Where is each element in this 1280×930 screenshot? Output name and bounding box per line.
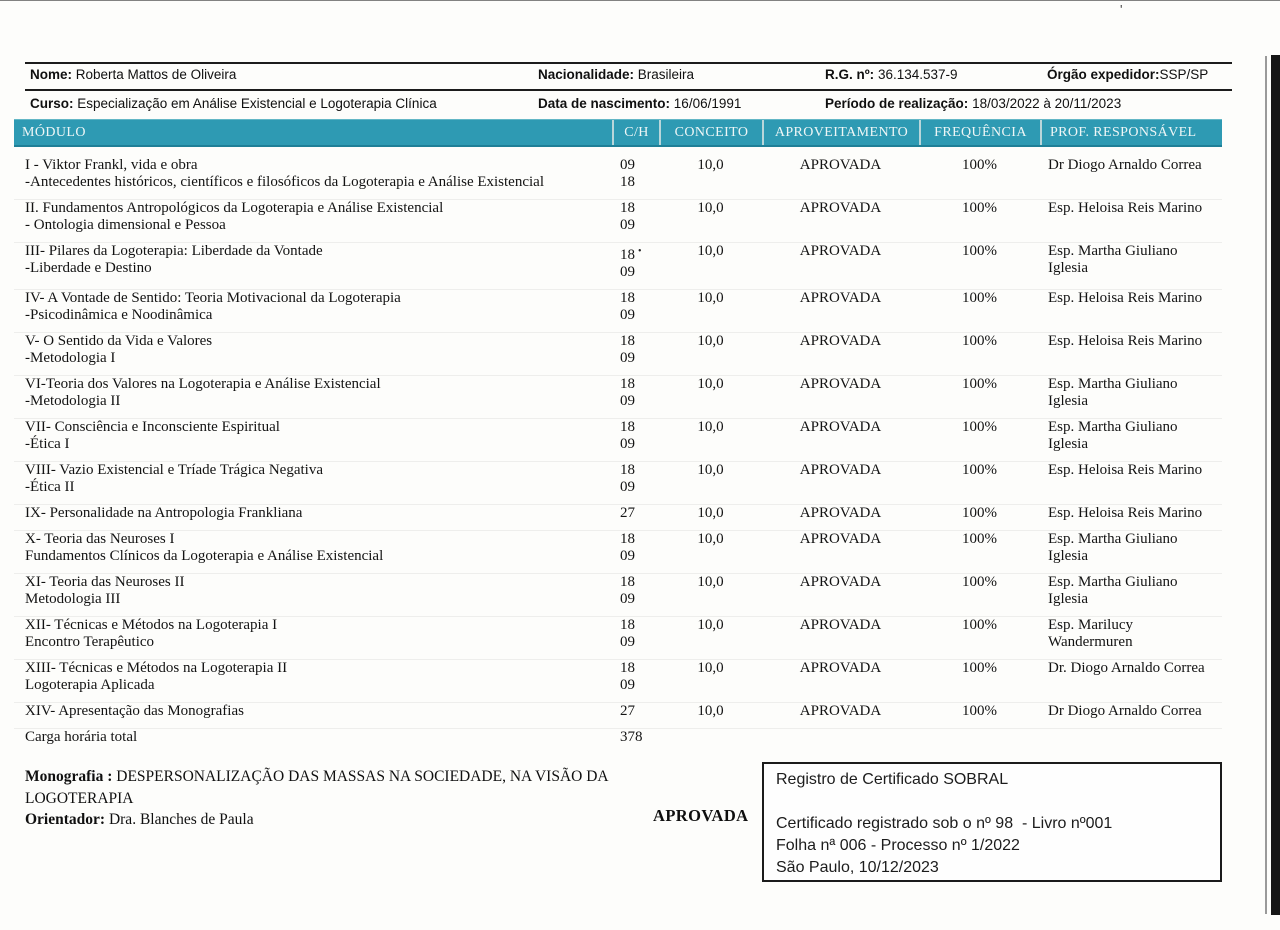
column-header-ch: C/H (612, 120, 659, 145)
attendance-value: 100% (962, 376, 997, 392)
module-hours (612, 462, 659, 496)
field-data-nascimento-label: Data de nascimento: (538, 96, 674, 111)
table-row (14, 157, 1222, 191)
text-line: Iglesia (1048, 436, 1088, 452)
text-line: Dr. Diogo Arnaldo Correa (1048, 660, 1205, 676)
text-line: 18 (620, 462, 635, 478)
text-line: 27 (620, 505, 635, 521)
column-header-conceito: CONCEITO (659, 120, 762, 145)
text-line: 18 (620, 419, 635, 435)
grade-value: 10,0 (697, 703, 724, 719)
text-line: 09 (620, 479, 635, 495)
grade-value: 10,0 (697, 505, 724, 521)
monograph-title-part1: DESPERSONALIZAÇÃO DAS MASSAS NA SOCIEDADE, NA VISÃO DA (116, 768, 609, 785)
text-line: -Psicodinâmica e Noodinâmica (25, 307, 213, 323)
attendance-value: 100% (962, 419, 997, 435)
grade-value: 10,0 (697, 660, 724, 676)
module-hours (612, 333, 659, 367)
field-nacionalidade-label: Nacionalidade: (538, 67, 638, 82)
field-nome-value: Roberta Mattos de Oliveira (75, 67, 237, 82)
approval-status: APROVADA (799, 462, 882, 478)
column-header-frequencia: FREQUÊNCIA (919, 120, 1040, 145)
text-line: X- Teoria das Neuroses I (25, 531, 175, 547)
module-title (14, 376, 612, 410)
grade-value: 10,0 (697, 157, 724, 173)
text-line: Esp. Martha Giuliano (1048, 419, 1178, 435)
column-header-prof: PROF. RESPONSÁVEL (1040, 120, 1222, 145)
scan-edge-black-band (1271, 55, 1280, 915)
module-hours (612, 419, 659, 453)
attendance-value (919, 729, 1040, 746)
module-title (14, 290, 612, 324)
monograph-title-part2: LOGOTERAPIA (25, 789, 134, 807)
professor-name (1040, 376, 1222, 410)
text-line: Esp. Heloisa Reis Marino (1048, 200, 1203, 216)
text-line: 09 (620, 677, 635, 693)
text-line: Esp. Martha Giuliano (1048, 243, 1178, 259)
field-periodo-realizacao-label: Período de realização: (825, 96, 973, 111)
grade-value: 10,0 (697, 574, 724, 590)
text-line: Esp. Heloisa Reis Marino (1048, 333, 1203, 349)
module-hours (612, 290, 659, 324)
module-title (14, 729, 612, 746)
professor-name (1040, 290, 1222, 324)
text-line: Esp. Heloisa Reis Marino (1048, 505, 1203, 521)
module-title (14, 505, 612, 522)
table-row (14, 530, 1222, 565)
module-title (14, 462, 612, 496)
header-divider-line-bottom (25, 89, 1232, 91)
text-line: Esp. Heloisa Reis Marino (1048, 290, 1203, 306)
attendance-value: 100% (962, 200, 997, 216)
professor-name (1040, 419, 1222, 453)
attendance-value: 100% (962, 660, 997, 676)
text-line: 18 (620, 290, 635, 306)
text-line: Esp. Martha Giuliano (1048, 376, 1178, 392)
approval-status: APROVADA (799, 419, 882, 435)
registry-line: São Paulo, 10/12/2023 (776, 859, 939, 876)
field-periodo-realizacao (825, 96, 1121, 111)
text-line: XII- Técnicas e Métodos na Logoterapia I (25, 617, 278, 633)
approval-status: APROVADA (799, 617, 882, 633)
module-title (14, 574, 612, 608)
text-line: 09 (620, 264, 635, 280)
text-line: 18 (620, 531, 635, 547)
module-title (14, 243, 612, 281)
text-line: 09 (620, 350, 635, 366)
table-row (14, 659, 1222, 694)
text-line: 09 (620, 591, 635, 607)
module-hours (612, 617, 659, 651)
module-hours (612, 531, 659, 565)
text-line: 09 (620, 634, 635, 650)
text-line: -Metodologia I (25, 350, 116, 366)
monograph-label: Monografia : (25, 768, 117, 785)
text-line: 18 (620, 333, 635, 349)
column-header-modulo: MÓDULO (22, 124, 86, 140)
text-line: 09 (620, 548, 635, 564)
table-row (14, 702, 1222, 720)
module-hours (612, 200, 659, 234)
text-line: -Ética I (25, 436, 70, 452)
grade-value: 10,0 (697, 243, 724, 259)
text-line: 18 (620, 574, 635, 590)
professor-name (1040, 157, 1222, 191)
modules-table (14, 157, 1222, 754)
text-line: Iglesia (1048, 393, 1088, 409)
table-row (14, 418, 1222, 453)
approval-status: APROVADA (799, 290, 882, 306)
text-line: 09 (620, 157, 635, 173)
text-line: 18 (620, 376, 635, 392)
text-line: 09 (620, 307, 635, 323)
grade-value: 10,0 (697, 617, 724, 633)
text-line: II. Fundamentos Antropológicos da Logoterapia e Análise Existencial (25, 200, 444, 216)
pen-dot-mark: • (638, 246, 642, 257)
field-rg-label: R.G. nº: (825, 67, 878, 82)
field-nacionalidade (538, 67, 694, 82)
professor-name (1040, 333, 1222, 367)
attendance-value: 100% (962, 703, 997, 719)
module-hours (612, 505, 659, 522)
approval-status: APROVADA (799, 157, 882, 173)
field-curso (30, 96, 437, 111)
module-title (14, 200, 612, 234)
certificate-registry-box (762, 762, 1222, 882)
monograph-advisor-line (25, 809, 680, 831)
approval-status (762, 729, 919, 746)
column-header-aproveitamento: APROVEITAMENTO (762, 120, 919, 145)
text-line: Esp. Marilucy (1048, 617, 1133, 633)
field-data-nascimento-value: 16/06/1991 (673, 96, 742, 111)
table-row (14, 332, 1222, 367)
table-row (14, 504, 1222, 522)
field-nome-label: Nome: (30, 67, 76, 82)
table-row (14, 616, 1222, 651)
module-hours (612, 376, 659, 410)
text-line: Fundamentos Clínicos da Logoterapia e Análise Existencial (25, 548, 384, 564)
modules-table-header (14, 119, 1222, 147)
approval-status: APROVADA (799, 531, 882, 547)
field-orgao-expedidor-value: SSP/SP (1159, 67, 1209, 82)
professor-name (1040, 703, 1222, 720)
professor-name (1040, 462, 1222, 496)
attendance-value: 100% (962, 574, 997, 590)
text-line: -Liberdade e Destino (25, 260, 152, 276)
approval-status: APROVADA (799, 660, 882, 676)
field-nacionalidade-value: Brasileira (637, 67, 695, 82)
attendance-value: 100% (962, 462, 997, 478)
professor-name (1040, 505, 1222, 522)
grade-value: 10,0 (697, 531, 724, 547)
text-line: XI- Teoria das Neuroses II (25, 574, 185, 590)
grade-value: 10,0 (697, 200, 724, 216)
scan-top-edge-line (0, 0, 1280, 1)
text-line: 09 (620, 393, 635, 409)
text-line: IX- Personalidade na Antropologia Frankliana (25, 505, 303, 521)
text-line: Iglesia (1048, 591, 1088, 607)
registry-line: Certificado registrado sob o nº 98 - Livro nº001 (776, 815, 1113, 832)
grade-value: 10,0 (697, 462, 724, 478)
field-rg-value: 36.134.537-9 (877, 67, 958, 82)
text-line: Dr Diogo Arnaldo Correa (1048, 157, 1202, 173)
text-line: Wandermuren (1048, 634, 1133, 650)
field-orgao-expedidor-label: Órgão expedidor: (1047, 67, 1160, 82)
approval-status: APROVADA (799, 243, 882, 259)
professor-name (1040, 200, 1222, 234)
text-line: Esp. Heloisa Reis Marino (1048, 462, 1203, 478)
header-divider-line-top (25, 62, 1232, 64)
module-title (14, 333, 612, 367)
professor-name (1040, 531, 1222, 565)
text-line: 18 • (620, 246, 642, 263)
monograph-title-line2 (25, 788, 680, 810)
professor-name (1040, 660, 1222, 694)
text-line: 18 (620, 617, 635, 633)
attendance-value: 100% (962, 505, 997, 521)
table-row (14, 242, 1222, 281)
text-line: III- Pilares da Logoterapia: Liberdade da Vontade (25, 243, 323, 259)
text-line: 378 (620, 729, 643, 745)
module-title (14, 617, 612, 651)
text-line: Carga horária total (25, 729, 138, 745)
attendance-value: 100% (962, 243, 997, 259)
text-line: Iglesia (1048, 260, 1088, 276)
grade-value: 10,0 (697, 290, 724, 306)
grade-value: 10,0 (697, 333, 724, 349)
field-rg (825, 67, 958, 82)
text-line: Esp. Martha Giuliano (1048, 531, 1178, 547)
text-line: I - Viktor Frankl, vida e obra (25, 157, 198, 173)
approval-status: APROVADA (799, 574, 882, 590)
table-row (14, 289, 1222, 324)
approval-status: APROVADA (799, 333, 882, 349)
field-orgao-expedidor (1047, 67, 1208, 82)
grade-value: 10,0 (697, 376, 724, 392)
attendance-value: 100% (962, 617, 997, 633)
text-line: VIII- Vazio Existencial e Tríade Trágica Negativa (25, 462, 323, 478)
text-line: 27 (620, 703, 635, 719)
approval-status: APROVADA (799, 505, 882, 521)
registry-line (776, 791, 1208, 813)
table-row (14, 199, 1222, 234)
module-title (14, 419, 612, 453)
field-data-nascimento (538, 96, 741, 111)
advisor-name: Dra. Blanches de Paula (108, 811, 254, 828)
text-line: V- O Sentido da Vida e Valores (25, 333, 213, 349)
table-row (14, 375, 1222, 410)
registry-line: Registro de Certificado SOBRAL (776, 771, 1009, 788)
text-line: -Ética II (25, 479, 75, 495)
professor-name (1040, 617, 1222, 651)
professor-name (1040, 574, 1222, 608)
module-hours (612, 243, 659, 281)
monograph-title-line1 (25, 766, 680, 788)
attendance-value: 100% (962, 333, 997, 349)
text-line: -Metodologia II (25, 393, 121, 409)
attendance-value: 100% (962, 290, 997, 306)
professor-name (1040, 729, 1222, 746)
text-line: Dr Diogo Arnaldo Correa (1048, 703, 1202, 719)
module-hours (612, 729, 659, 746)
attendance-value: 100% (962, 531, 997, 547)
module-hours (612, 703, 659, 720)
text-line: Metodologia III (25, 591, 121, 607)
grade-value: 10,0 (697, 419, 724, 435)
text-line: 18 (620, 174, 635, 190)
registry-line: Folha nª 006 - Processo nº 1/2022 (776, 837, 1020, 854)
text-line: IV- A Vontade de Sentido: Teoria Motivacional da Logoterapia (25, 290, 401, 306)
module-title (14, 660, 612, 694)
advisor-label: Orientador: (25, 811, 109, 828)
grade-value (659, 729, 762, 746)
attendance-value: 100% (962, 157, 997, 173)
approval-status: APROVADA (799, 703, 882, 719)
text-line: XIV- Apresentação das Monografias (25, 703, 244, 719)
text-line: - Ontologia dimensional e Pessoa (25, 217, 226, 233)
text-line: Iglesia (1048, 548, 1088, 564)
text-line: 18 (620, 660, 635, 676)
field-curso-label: Curso: (30, 96, 78, 111)
text-line: 09 (620, 217, 635, 233)
table-row (14, 461, 1222, 496)
field-periodo-realizacao-value: 18/03/2022 à 20/11/2023 (972, 96, 1122, 111)
module-hours (612, 660, 659, 694)
text-line: Encontro Terapêutico (25, 634, 155, 650)
text-line: VII- Consciência e Inconsciente Espiritual (25, 419, 280, 435)
text-line: -Antecedentes históricos, científicos e filosóficos da Logoterapia e Análise Existencial (25, 174, 544, 190)
text-line: 09 (620, 436, 635, 452)
text-line: Esp. Martha Giuliano (1048, 574, 1178, 590)
monograph-section (25, 766, 680, 831)
text-line: XIII- Técnicas e Métodos na Logoterapia II (25, 660, 288, 676)
field-nome (30, 67, 236, 82)
table-row (14, 573, 1222, 608)
scan-pen-mark: ' (1120, 2, 1123, 17)
module-title (14, 157, 612, 191)
text-line: VI-Teoria dos Valores na Logoterapia e Análise Existencial (25, 376, 381, 392)
monograph-approval-status: APROVADA (653, 806, 749, 825)
text-line: 18 (620, 200, 635, 216)
text-line: Logoterapia Aplicada (25, 677, 155, 693)
module-title (14, 531, 612, 565)
scan-edge-thin-line (1265, 56, 1267, 914)
field-curso-value: Especialização em Análise Existencial e Logoterapia Clínica (77, 96, 437, 111)
approval-status: APROVADA (799, 200, 882, 216)
approval-status: APROVADA (799, 376, 882, 392)
module-hours (612, 574, 659, 608)
module-hours (612, 157, 659, 191)
professor-name (1040, 243, 1222, 281)
module-title (14, 703, 612, 720)
total-row (14, 728, 1222, 746)
